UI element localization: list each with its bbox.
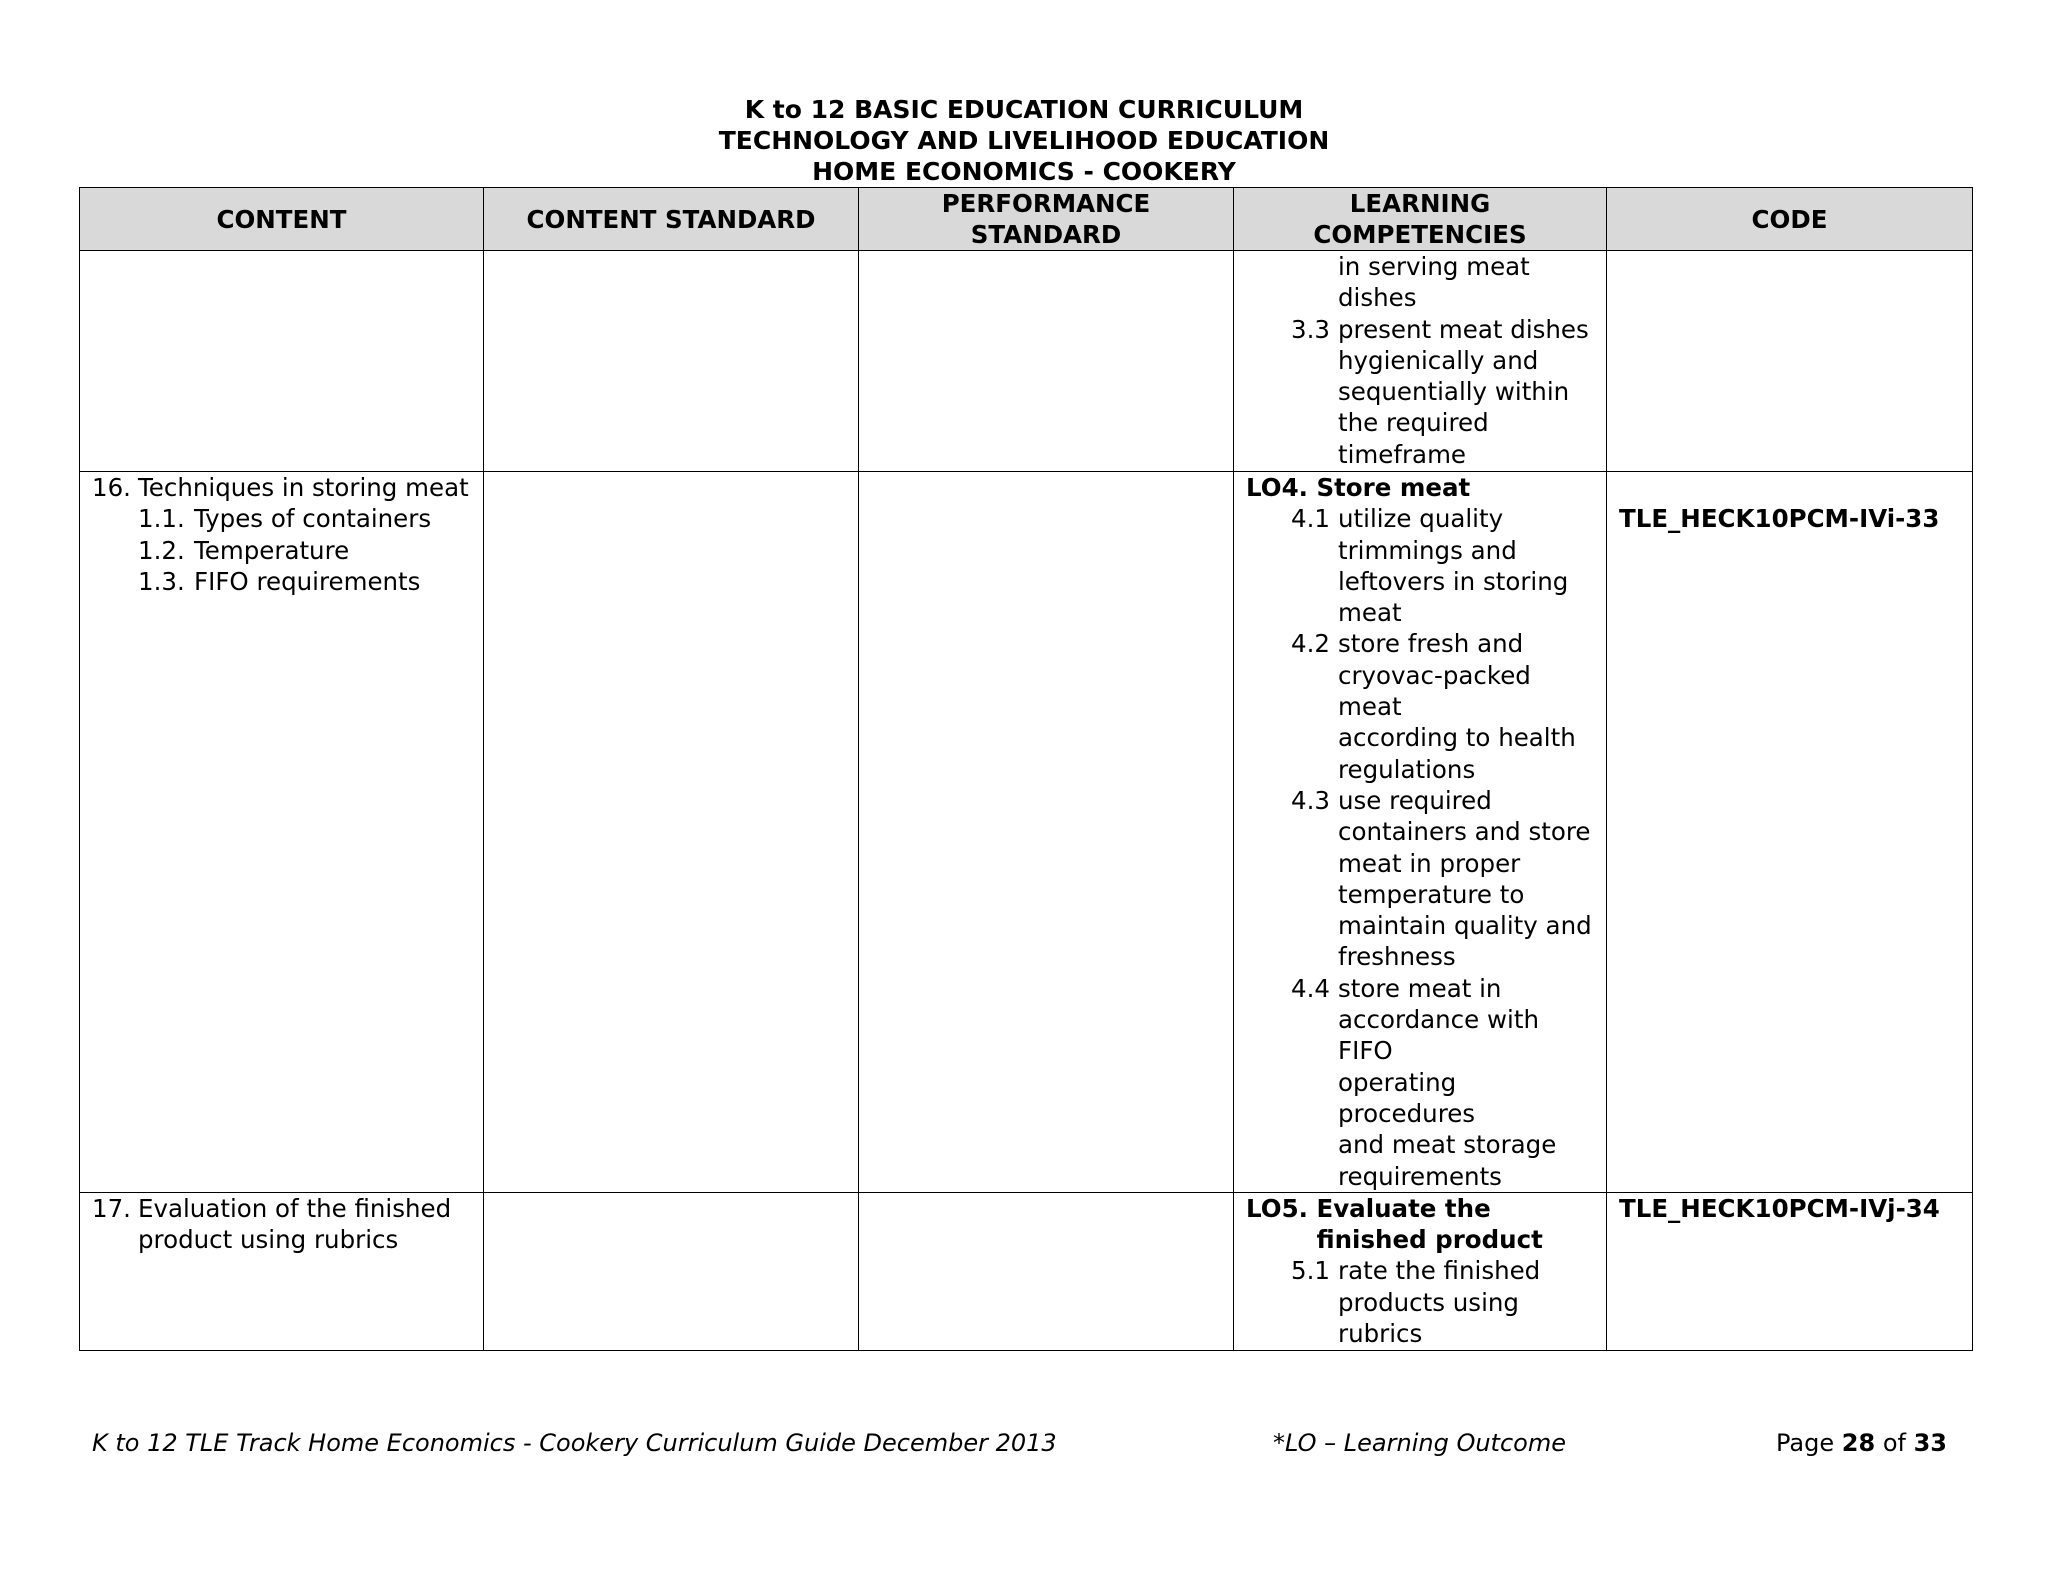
content-topic bbox=[92, 472, 471, 503]
competency-text-line: sequentially within bbox=[1338, 377, 1570, 407]
column-header-content: CONTENT bbox=[80, 188, 484, 251]
content-subtopic bbox=[92, 503, 471, 534]
content-subtopic-text: Types of containers bbox=[194, 504, 432, 534]
competency-text-line: hygienically and bbox=[1338, 345, 1539, 375]
cell-performance-standard bbox=[859, 472, 1234, 1193]
learning-outcome bbox=[1246, 1193, 1594, 1256]
learning-outcome-title: Store meat bbox=[1316, 473, 1471, 502]
competency-text-line: store fresh and bbox=[1338, 629, 1524, 659]
table-row bbox=[80, 1192, 1973, 1350]
learning-outcome bbox=[1246, 472, 1594, 503]
cell-performance-standard bbox=[859, 1192, 1234, 1350]
table-header-row bbox=[80, 188, 1973, 251]
competency-code: TLE_HECK10PCM-IVj-34 bbox=[1619, 1193, 1940, 1223]
competency-continuation-line: in serving meat bbox=[1338, 252, 1530, 281]
content-topic bbox=[92, 1193, 471, 1256]
content-topic-number: 17. bbox=[92, 1193, 131, 1223]
cell-performance-standard bbox=[859, 251, 1234, 472]
content-subtopic-number: 1.2. bbox=[138, 535, 185, 565]
competency-number: 4.2 bbox=[1291, 629, 1330, 659]
cell-learning-competencies bbox=[1234, 1192, 1607, 1350]
competency-number: 4.3 bbox=[1291, 785, 1330, 815]
competency-text-line: leftovers in storing bbox=[1338, 566, 1569, 596]
competency-item bbox=[1246, 314, 1594, 470]
content-subtopic-number: 1.1. bbox=[138, 504, 185, 534]
competency-text-line: rate the finished bbox=[1338, 1256, 1541, 1286]
competency-text-line: containers and store bbox=[1338, 817, 1591, 847]
document-header bbox=[0, 94, 2048, 187]
competency-text-line: utilize quality bbox=[1338, 504, 1504, 534]
cell-content-standard bbox=[484, 472, 859, 1193]
specialization-title: HOME ECONOMICS - COOKERY bbox=[812, 157, 1236, 186]
competency-number: 4.1 bbox=[1291, 504, 1330, 534]
competency-text-line: store meat in bbox=[1338, 973, 1502, 1003]
curriculum-title: K to 12 BASIC EDUCATION CURRICULUM bbox=[744, 95, 1304, 124]
competency-text-line: freshness bbox=[1338, 942, 1456, 972]
footer-lo-note: *LO – Learning Outcome bbox=[1273, 1429, 1566, 1457]
competency-text-line: according to health bbox=[1338, 723, 1576, 753]
competency-item bbox=[1246, 503, 1594, 628]
content-subtopic-number: 1.3. bbox=[138, 566, 185, 596]
content-subtopic-text: FIFO requirements bbox=[194, 566, 421, 596]
competency-item bbox=[1246, 1255, 1594, 1349]
cell-learning-competencies bbox=[1234, 472, 1607, 1193]
competency-text-line: accordance with FIFO bbox=[1338, 1005, 1539, 1066]
subject-title: TECHNOLOGY AND LIVELIHOOD EDUCATION bbox=[718, 126, 1330, 155]
competency-text-line: rubrics bbox=[1338, 1319, 1423, 1349]
competency-item bbox=[1246, 973, 1594, 1192]
content-subtopic bbox=[92, 535, 471, 566]
competency-text-line: trimmings and bbox=[1338, 535, 1517, 565]
content-topic-title: Evaluation of the finished product using rubrics bbox=[138, 1193, 452, 1255]
competency-text-line: requirements bbox=[1338, 1161, 1502, 1191]
column-header-content-standard: CONTENT STANDARD bbox=[484, 188, 859, 251]
cell-code bbox=[1607, 472, 1973, 1193]
competency-text-line: the required bbox=[1338, 408, 1489, 438]
cell-content-standard bbox=[484, 1192, 859, 1350]
learning-outcome-title: Evaluate the finished product bbox=[1316, 1193, 1543, 1255]
competency-text-line: regulations bbox=[1338, 754, 1476, 784]
competency-number: 5.1 bbox=[1291, 1256, 1330, 1286]
competency-number: 4.4 bbox=[1291, 973, 1330, 1003]
column-header-learning-competencies: LEARNING COMPETENCIES bbox=[1234, 188, 1607, 251]
competency-number: 3.3 bbox=[1291, 314, 1330, 344]
page-number: Page 28 of 33 bbox=[1776, 1429, 1947, 1457]
cell-code bbox=[1607, 251, 1973, 472]
cell-content bbox=[80, 251, 484, 472]
content-subtopic bbox=[92, 566, 471, 597]
competency-text-line: temperature to bbox=[1338, 879, 1525, 909]
competency-text-line: meat bbox=[1338, 598, 1402, 628]
competency-item bbox=[1246, 628, 1594, 784]
competency-text-line: use required bbox=[1338, 785, 1492, 815]
cell-content-standard bbox=[484, 251, 859, 472]
competency-text-line: operating procedures bbox=[1338, 1067, 1476, 1128]
competency-text-line: products using bbox=[1338, 1287, 1519, 1317]
curriculum-table bbox=[79, 187, 1973, 1351]
competency-text-line: and meat storage bbox=[1338, 1130, 1557, 1160]
cell-content bbox=[80, 1192, 484, 1350]
content-topic-title: Techniques in storing meat bbox=[138, 473, 469, 502]
competency-text-line: meat in proper bbox=[1338, 848, 1521, 878]
learning-outcome-label: LO5. bbox=[1246, 1193, 1308, 1223]
table-row bbox=[80, 472, 1973, 1193]
competency-text-line: cryovac-packed meat bbox=[1338, 660, 1531, 722]
competency-text-line: present meat dishes bbox=[1338, 314, 1589, 344]
column-header-performance-standard: PERFORMANCE STANDARD bbox=[859, 188, 1234, 251]
content-topic-number: 16. bbox=[92, 473, 131, 502]
learning-outcome-label: LO4. bbox=[1246, 473, 1308, 502]
column-header-code: CODE bbox=[1607, 188, 1973, 251]
competency-continuation-line: dishes bbox=[1338, 283, 1417, 313]
table-row bbox=[80, 251, 1973, 472]
competency-text-line: timeframe bbox=[1338, 439, 1467, 469]
competency-code: TLE_HECK10PCM-IVi-33 bbox=[1619, 504, 1940, 533]
competency-item bbox=[1246, 785, 1594, 973]
content-subtopic-text: Temperature bbox=[194, 535, 350, 565]
cell-content bbox=[80, 472, 484, 1193]
cell-code bbox=[1607, 1192, 1973, 1350]
cell-learning-competencies bbox=[1234, 251, 1607, 472]
footer-guide-title: K to 12 TLE Track Home Economics - Cookery Curriculum Guide December 2013 bbox=[92, 1429, 1057, 1457]
competency-text-line: maintain quality and bbox=[1338, 911, 1592, 941]
